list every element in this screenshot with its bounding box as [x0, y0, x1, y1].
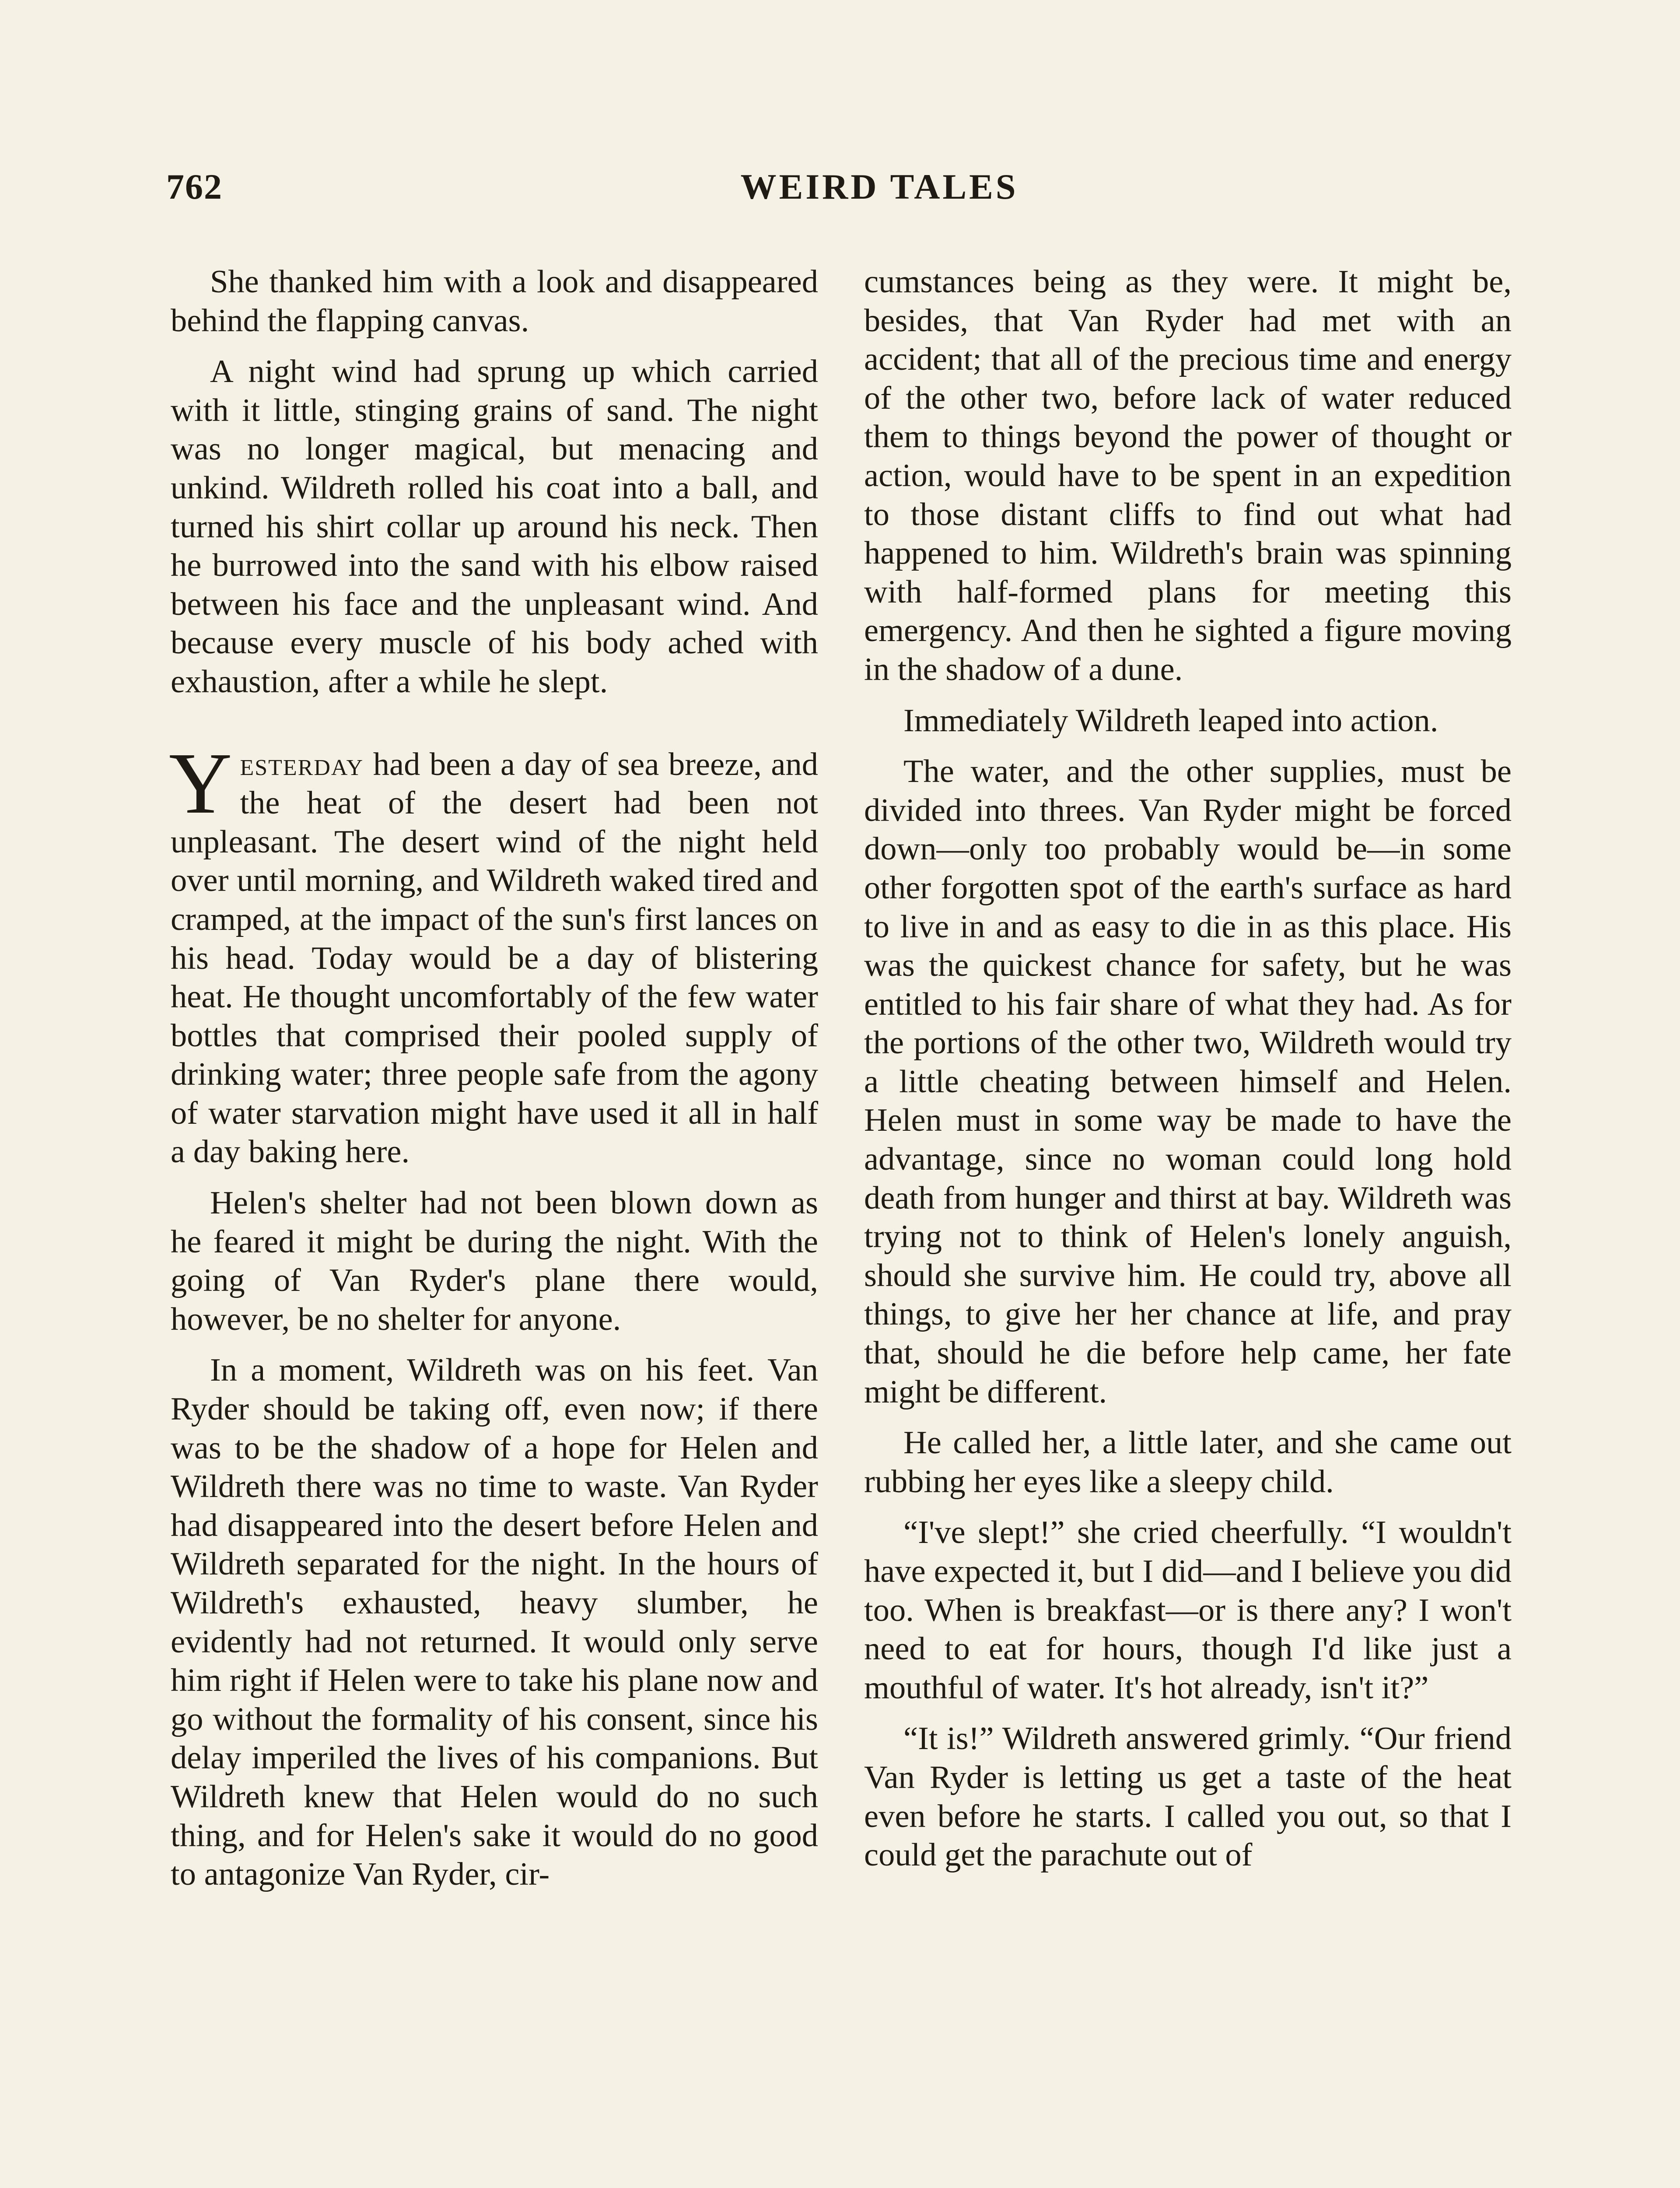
- paragraph: The water, and the other supplies, must be divided into threes. Van Ryder might be forced down—only too probably would be—in some other forgotten spot of the earth's surface as hard to live in and as easy to die in as this place. His was the quickest chance for safety, but he was entitled to his fair share of what they had. As for the portions of the other two, Wildreth would try a little cheating between himself and Helen. Helen must in some way be made to have the advantage, since no woman could long hold death from hunger and thirst at bay. Wildreth was trying not to think of Helen's lonely anguish, should she survive him. He could try, above all things, to give her her chance at life, and pray that, should he die before help came, her fate might be different.: [864, 754, 1512, 1410]
- right-column: [864, 263, 1512, 1875]
- paragraph-text: had been a day of sea breeze, and the heat of the desert had been not unpleasant. The desert wind of the night held over until morning, and Wildreth waked tired and cramped, at the impact of the sun's first lances on his head. Today would be a day of blistering heat. He thought uncomfortably of the few water bottles that comprised their pooled supply of drinking water; three people safe from the agony of water starvation might have used it all in half a day baking here.: [171, 746, 818, 1170]
- drop-cap: Y: [169, 735, 232, 832]
- left-column: [171, 263, 818, 1894]
- paragraph: He called her, a little later, and she came out rubbing her eyes like a sleepy child.: [864, 1425, 1512, 1500]
- paragraph: “It is!” Wildreth answered grimly. “Our friend Van Ryder is letting us get a taste of the heat even before he starts. I called you out, so that I could get the parachute out of: [864, 1721, 1512, 1873]
- paragraph: A night wind had sprung up which carried with it little, stinging grains of sand. The night was no longer magical, but menacing and unkind. Wildreth rolled his coat into a ball, and turned his shirt collar up around his neck. Then he burrowed into the sand with his elbow raised between his face and the unpleasant wind. And because every muscle of his body ached with exhaustion, after a while he slept.: [171, 354, 818, 700]
- small-caps-lead: esterday: [240, 746, 364, 782]
- paragraph: Immediately Wildreth leaped into action.: [903, 702, 1438, 739]
- running-head: WEIRD TALES: [740, 167, 1018, 207]
- paragraph: She thanked him with a look and disappeared behind the flapping canvas.: [171, 264, 818, 339]
- paragraph-continued: cumstances being as they were. It might be, besides, that Van Ryder had met with an accident; that all of the precious time and energy of the other two, before lack of water reduced them to things beyond the power of thought or action, would have to be spent in an expedition to those distant cliffs to find out what had happened to him. Wildreth's brain was spinning with half-formed plans for meeting this emergency. And then he sighted a figure moving in the shadow of a dune.: [864, 264, 1512, 687]
- page-header: [166, 166, 1514, 219]
- paragraph: In a moment, Wildreth was on his feet. Van Ryder should be taking off, even now; if there was to be the shadow of a hope for Helen and Wildreth there was no time to waste. Van Ryder had disappeared into the desert before Helen and Wildreth separated for the night. In the hours of Wildreth's exhausted, heavy slumber, he evidently had not returned. It would only serve him right if Helen were to take his plane now and go without the formality of his consent, since his delay imperiled the lives of his companions. But Wildreth knew that Helen would do no such thing, and for Helen's sake it would do no good to antagonize Van Ryder, cir-: [171, 1352, 818, 1893]
- page-number: 762: [166, 167, 223, 207]
- section-opening-paragraph: [169, 735, 818, 1172]
- paragraph: Helen's shelter had not been blown down as he feared it might be during the night. With the going of Van Ryder's plane there would, however, be no shelter for anyone.: [171, 1185, 818, 1337]
- paragraph: “I've slept!” she cried cheerfully. “I wouldn't have expected it, but I did—and I believe you did too. When is breakfast—or is there any? I won't need to eat for hours, though I'd like just a mouthful of water. It's hot already, isn't it?”: [864, 1515, 1512, 1706]
